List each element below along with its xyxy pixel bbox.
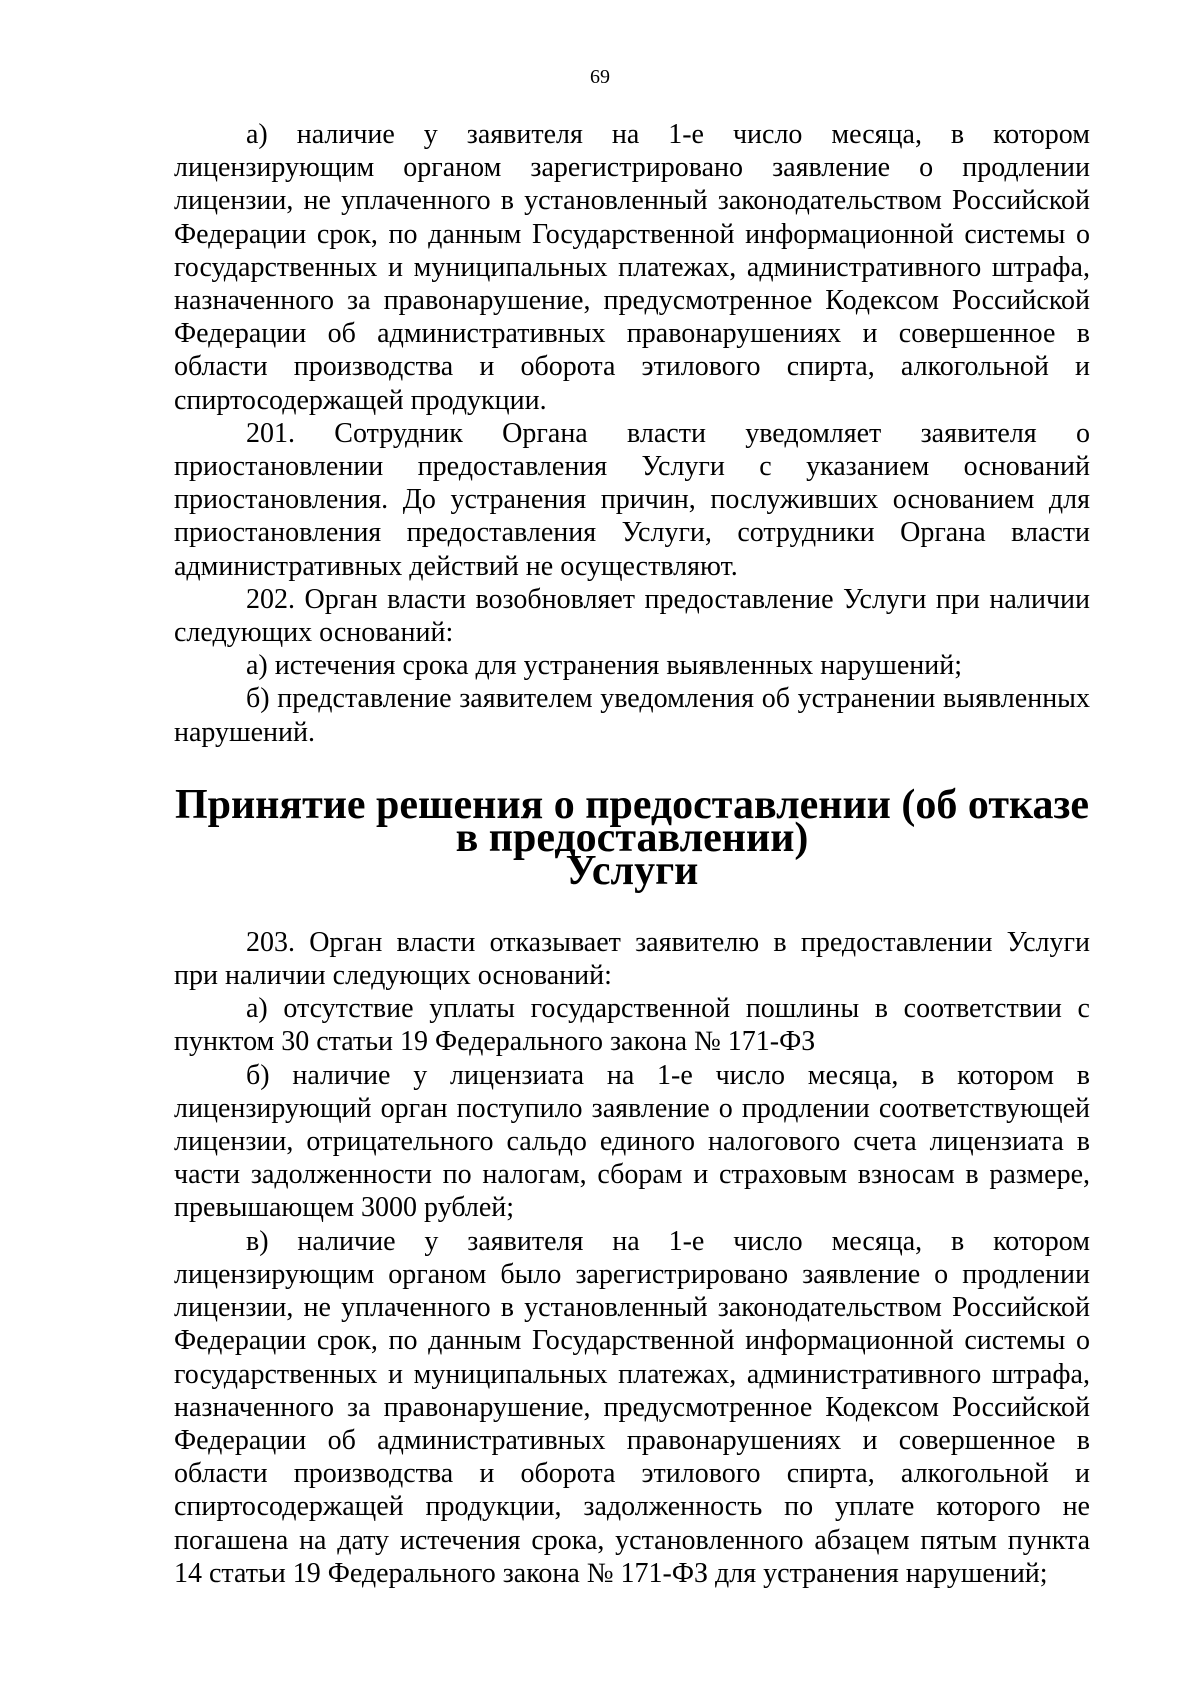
paragraph-201: 201. Сотрудник Органа власти уведомляет заявителя о приостановлении предоставления Услуги с указанием оснований приостановления. До устранения причин, послуживших основанием для приостановления предоставления Услуги, сотрудники Органа власти административных действий не осуществляют. (174, 417, 1090, 582)
paragraph-203-a: а) отсутствие уплаты государственной пошлины в соответствии с пунктом 30 статьи 19 Федерального закона № 171-ФЗ (174, 993, 1090, 1058)
section-heading-line1: Принятие решения о предоставлении (об отказе в предоставлении) (174, 781, 1090, 861)
paragraph-202-a: а) истечения срока для устранения выявленных нарушений; (246, 650, 963, 682)
paragraph-203-b: б) наличие у лицензиата на 1-е число месяца, в котором в лицензирующий орган поступило заявление о продлении соответствующей лицензии, отрицательного сальдо единого налогового счета лицензиата в части задолженности по налогам, сборам и страховым взносам в размере, превышающем 3000 рублей; (174, 1059, 1090, 1224)
section-heading-line2: Услуги (565, 847, 699, 894)
paragraph-203: 203. Орган власти отказывает заявителю в предоставлении Услуги при наличии следующих оснований: (174, 926, 1090, 992)
page-number: 69 (590, 66, 610, 88)
document-body (174, 118, 1090, 1590)
section-heading (174, 749, 1090, 926)
paragraph-202: 202. Орган власти возобновляет предоставление Услуги при наличии следующих оснований: (174, 583, 1090, 649)
paragraph-203-v: в) наличие у заявителя на 1-е число месяца, в котором лицензирующим органом было зарегистрировано заявление о продлении лицензии, не уплаченного в установленный законодательством Российской Федерации срок, по данным Государственной информационной системы о государственных и муниципальных платежах, административного штрафа, назначенного за правонарушение, предусмотренное Кодексом Российской Федерации об административных правонарушениях и совершенное в области производства и оборота этилового спирта, алкогольной и спиртосодержащей продукции, задолженность по уплате которого не погашена на дату истечения срока, установленного абзацем пятым пункта 14 статьи 19 Федерального закона № 171-ФЗ для устранения нарушений; (174, 1225, 1090, 1589)
paragraph-a-fine: а) наличие у заявителя на 1-е число месяца, в котором лицензирующим органом зарегистрировано заявление о продлении лицензии, не уплаченного в установленный законодательством Российской Федерации срок, по данным Государственной информационной системы о государственных и муниципальных платежах, административного штрафа, назначенного за правонарушение, предусмотренное Кодексом Российской Федерации об административных правонарушениях и совершенное в области производства и оборота этилового спирта, алкогольной и спиртосодержащей продукции. (174, 119, 1090, 416)
paragraph-202-b: б) представление заявителем уведомления об устранении выявленных нарушений. (174, 683, 1090, 748)
